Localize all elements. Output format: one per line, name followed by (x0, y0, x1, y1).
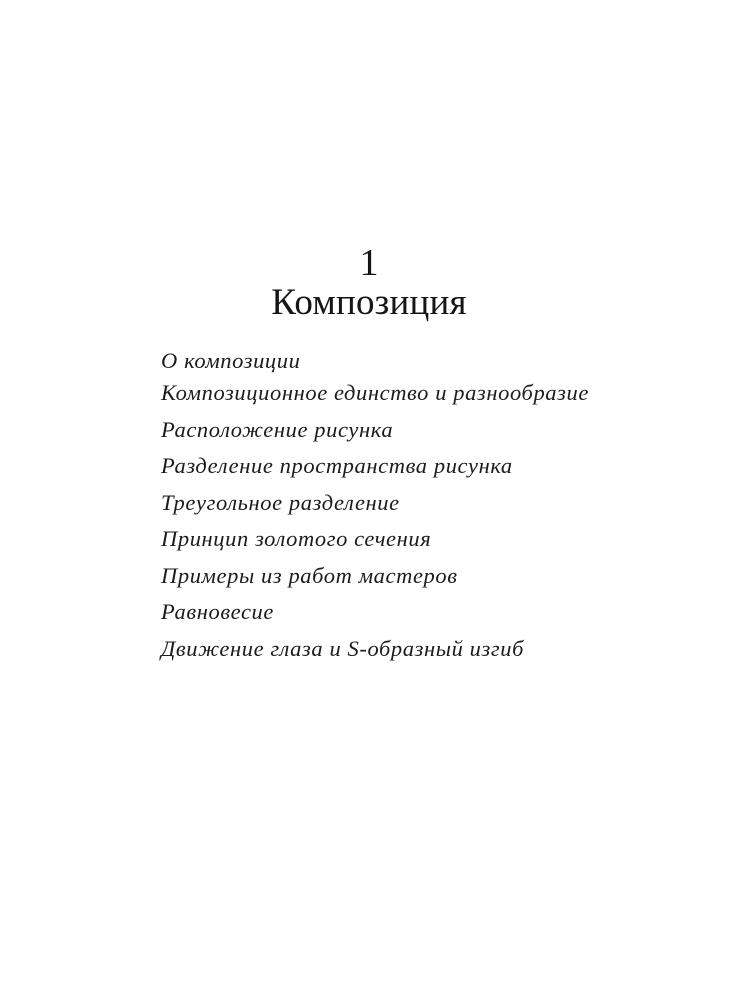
contents-item: Примеры из работ мастеров (161, 562, 458, 588)
contents-item: Треугольное разделение (161, 489, 400, 515)
contents-item: Разделение пространства рисунка (161, 453, 513, 478)
chapter-title: Композиция (271, 282, 467, 323)
contents-item: Равновесие (161, 599, 274, 624)
contents-item: О композиции (161, 348, 301, 373)
chapter-number: 1 (359, 242, 379, 284)
chapter-contents-list (161, 349, 589, 661)
contents-item: Расположение рисунка (161, 416, 394, 442)
contents-item: Принцип золотого сечения (161, 526, 432, 551)
contents-item: Движение глаза и S-образный изгиб (161, 635, 525, 661)
contents-item: Композиционное единство и разнообразие (161, 380, 589, 405)
